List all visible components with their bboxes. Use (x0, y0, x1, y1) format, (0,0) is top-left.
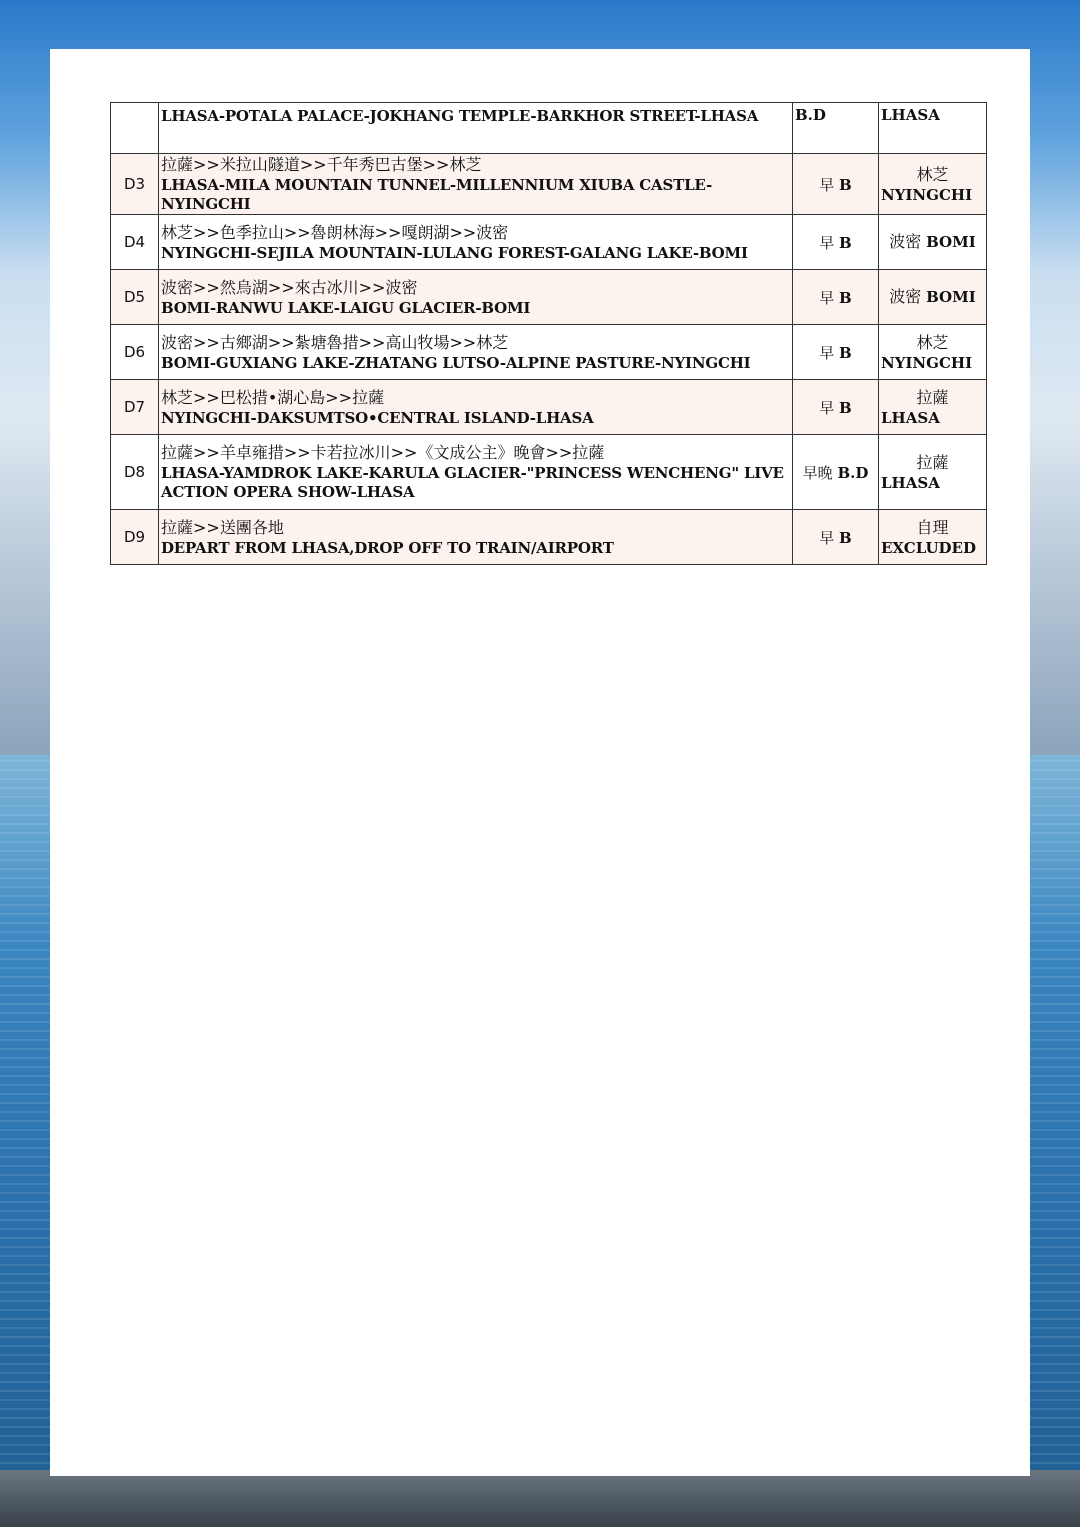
route-cell (159, 510, 793, 565)
hotel-cell (879, 154, 987, 215)
rocks-backdrop (0, 1470, 1080, 1527)
meal-cell (793, 154, 879, 215)
meal-zh: 早晚 (802, 463, 833, 482)
day-cell: D5 (111, 270, 159, 325)
table-row (111, 435, 987, 510)
table-row (111, 325, 987, 380)
hotel-zh: 拉薩 (916, 452, 949, 472)
meal-zh: 早 (819, 398, 835, 417)
day-cell: D7 (111, 380, 159, 435)
table-row (111, 510, 987, 565)
hotel-zh: 林芝 (916, 332, 949, 352)
route-cell (159, 270, 793, 325)
hotel-en: LHASA (881, 473, 940, 492)
hotel-zh: 波密 (889, 287, 922, 306)
hotel-en: NYINGCHI (881, 353, 973, 372)
meal-en: B (839, 343, 852, 362)
meal-zh: 早 (819, 528, 835, 547)
meal-cell (793, 270, 879, 325)
meal-en: B.D (837, 463, 869, 482)
route-cell (159, 380, 793, 435)
route-en: LHASA-POTALA PALACE-JOKHANG TEMPLE-BARKHOR STREET-LHASA (161, 107, 759, 125)
route-cell (159, 325, 793, 380)
meal-zh: 早 (819, 288, 835, 307)
route-en: BOMI-RANWU LAKE-LAIGU GLACIER-BOMI (161, 298, 531, 317)
meal-zh: 早 (819, 175, 835, 194)
route-cell (159, 435, 793, 510)
meal-cell (793, 435, 879, 510)
hotel-en: NYINGCHI (881, 185, 973, 204)
route-en: BOMI-GUXIANG LAKE-ZHATANG LUTSO-ALPINE PASTURE-NYINGCHI (161, 353, 751, 372)
itinerary-table (110, 102, 987, 565)
route-en: NYINGCHI-SEJILA MOUNTAIN-LULANG FOREST-GALANG LAKE-BOMI (161, 243, 748, 262)
day-cell: D6 (111, 325, 159, 380)
table-row (111, 270, 987, 325)
route-zh: 拉薩>>送團各地 (161, 517, 284, 537)
route-en: DEPART FROM LHASA,DROP OFF TO TRAIN/AIRPORT (161, 538, 614, 557)
day-cell: D4 (111, 215, 159, 270)
route-en: NYINGCHI-DAKSUMTSO•CENTRAL ISLAND-LHASA (161, 408, 594, 427)
hotel-zh: 林芝 (916, 164, 949, 184)
hotel-zh: 自理 (916, 517, 949, 537)
meal-cell (793, 215, 879, 270)
route-zh: 波密>>然烏湖>>來古冰川>>波密 (161, 277, 418, 297)
day-cell: D9 (111, 510, 159, 565)
meal-zh: 早 (819, 343, 835, 362)
hotel-cell (879, 510, 987, 565)
route-zh: 拉薩>>羊卓雍措>>卡若拉冰川>>《文成公主》晚會>>拉薩 (161, 443, 605, 462)
meal-en: B (839, 528, 852, 547)
day-cell: D8 (111, 435, 159, 510)
route-en: LHASA-YAMDROK LAKE-KARULA GLACIER-"PRINCESS WENCHENG" LIVE ACTION OPERA SHOW-LHASA (161, 464, 784, 501)
table-row (111, 380, 987, 435)
table-row (111, 103, 987, 154)
route-cell (159, 215, 793, 270)
hotel-cell (879, 380, 987, 435)
day-cell: D3 (111, 154, 159, 215)
meal-en: B (839, 398, 852, 417)
meal-en: B (839, 175, 852, 194)
hotel-cell (879, 435, 987, 510)
meal-en: B (839, 288, 852, 307)
route-cell (159, 103, 793, 154)
hotel-cell (879, 215, 987, 270)
meal-en: B.D (795, 106, 826, 124)
hotel-en: LHASA (881, 106, 940, 124)
hotel-en: EXCLUDED (881, 538, 977, 557)
hotel-cell (879, 325, 987, 380)
route-en: LHASA-MILA MOUNTAIN TUNNEL-MILLENNIUM XIUBA CASTLE-NYINGCHI (161, 176, 712, 213)
hotel-cell (879, 270, 987, 325)
hotel-en: LHASA (881, 408, 940, 427)
route-zh: 林芝>>色季拉山>>魯朗林海>>嘎朗湖>>波密 (161, 222, 509, 242)
day-cell (111, 103, 159, 154)
meal-cell (793, 510, 879, 565)
meal-zh: 早 (819, 233, 835, 252)
table-row (111, 215, 987, 270)
meal-cell (793, 380, 879, 435)
hotel-zh: 波密 (889, 232, 922, 251)
meal-cell (793, 103, 879, 154)
meal-cell (793, 325, 879, 380)
route-zh: 拉薩>>米拉山隧道>>千年秀巴古堡>>林芝 (161, 155, 482, 174)
hotel-en: BOMI (926, 233, 976, 251)
hotel-zh: 拉薩 (916, 387, 949, 407)
route-zh: 波密>>古鄉湖>>紮塘魯措>>高山牧場>>林芝 (161, 332, 509, 352)
table-row (111, 154, 987, 215)
hotel-en: BOMI (926, 288, 976, 306)
route-cell (159, 154, 793, 215)
route-zh: 林芝>>巴松措•湖心島>>拉薩 (161, 387, 385, 407)
hotel-cell (879, 103, 987, 154)
meal-en: B (839, 233, 852, 252)
